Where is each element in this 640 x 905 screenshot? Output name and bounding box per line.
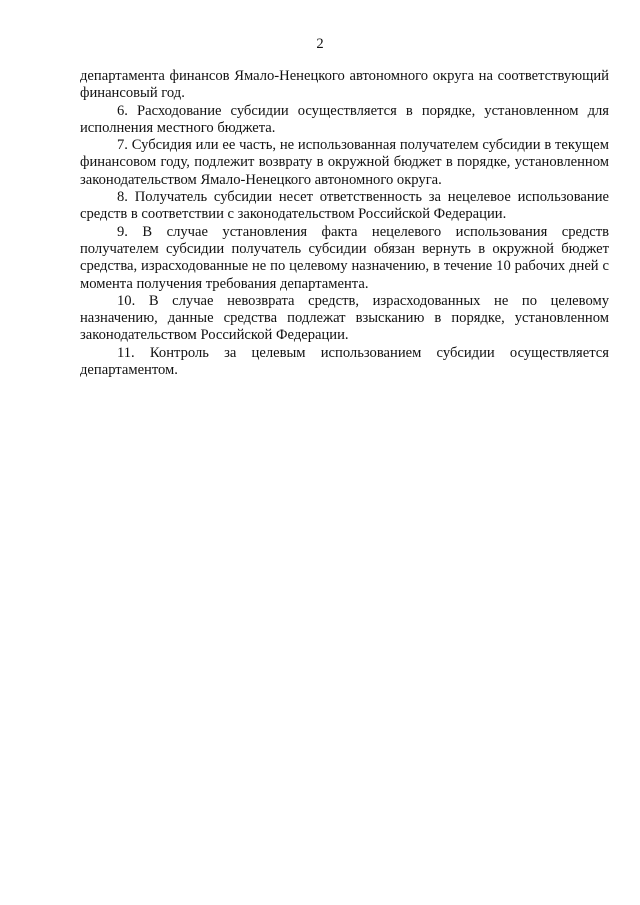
paragraph-item-10: 10. В случае невозврата средств, израсходованных не по целевому назначению, данные средства подлежат взысканию в порядке, установленном законодательством Российской Федерации. [80, 292, 609, 344]
page-number: 2 [316, 36, 324, 52]
paragraph-item-7: 7. Субсидия или ее часть, не использованная получателем субсидии в текущем финансовом году, подлежит возврату в окружной бюджет в порядке, установленном законодательством Ямало-Ненецкого автономного округа. [80, 137, 609, 188]
paragraph-item-9: 9. В случае установления факта нецелевого использования средств получателем субсидии получатель субсидии обязан вернуть в окружной бюджет средства, израсходованные не по целевому назначению, в течение 10 рабочих дней с момента получения требования департамента. [80, 223, 609, 292]
document-body [80, 68, 609, 379]
paragraph-item-11: 11. Контроль за целевым использованием субсидии осуществляется департаментом. [80, 344, 609, 379]
paragraph-item-8: 8. Получатель субсидии несет ответственность за нецелевое использование средств в соответствии с законодательством Российской Федерации. [80, 189, 609, 223]
paragraph-continuation: департамента финансов Ямало-Ненецкого автономного округа на соответствующий финансовый год. [80, 68, 609, 102]
paragraph-item-6: 6. Расходование субсидии осуществляется в порядке, установленном для исполнения местного бюджета. [80, 102, 609, 136]
